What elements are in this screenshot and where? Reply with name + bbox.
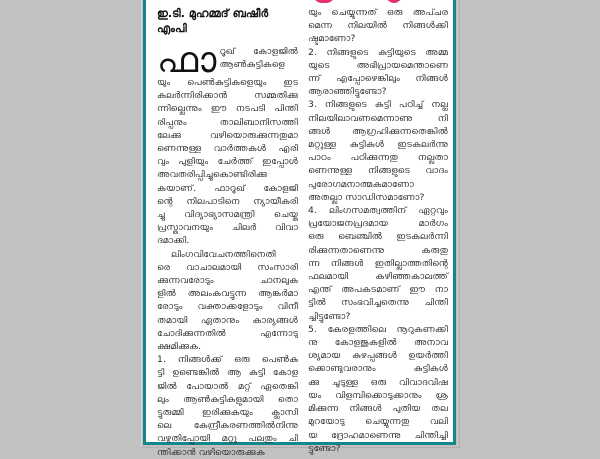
article-text-line: പ്രയോജനപ്രദമായ മാർഗം bbox=[308, 218, 448, 230]
left-lines bbox=[157, 40, 298, 459]
article-text-line: മെന്ന നിലയിൽ നിങ്ങൾക്കി bbox=[308, 20, 448, 32]
article-text-line: ളിൽ അലംകവട്ടുന്ന ആങ്കർമാ bbox=[157, 288, 298, 300]
article-text-line: ച്ചിട്ടുണ്ടോ? bbox=[308, 310, 351, 322]
article-text-line: ലേക്കു വഴിയൊരുക്കുന്നതുമാ bbox=[157, 129, 298, 141]
article-text-line: ദമാക്കി. bbox=[157, 235, 190, 247]
article-text-line: രോടും വക്താക്കളോടും വിനീ bbox=[157, 301, 298, 313]
article-text-line: ന്തിക്കാൻ വഴിയൊരുക്കുക bbox=[157, 446, 265, 458]
article-text-line: 5. കേരളത്തിലെ നൂറുകണക്കി bbox=[308, 323, 448, 335]
article-text-line: ക്കുന്നവരോടും ചാനലുക bbox=[157, 275, 298, 287]
article-lead bbox=[157, 40, 298, 459]
article-text-line: പാഠം പഠിക്കുന്നതു നല്ലതാ bbox=[308, 152, 448, 164]
article-text-line: പുരോഗമനാത്മകമാണോ bbox=[308, 178, 414, 190]
article-text-line: ലും ആൺകുട്ടികളുമായി തൊ bbox=[157, 393, 298, 405]
article-text-line: ലെ കേന്ദ്രീകരണത്തിൽനിന്നു bbox=[157, 420, 298, 432]
article-text-line: മുറയോടു ചെയ്യുന്നതു വലി bbox=[308, 416, 448, 428]
article-text-line: ട്ടി ഉണ്ടെങ്കിൽ ആ കുട്ടി കോള bbox=[157, 367, 298, 379]
article-text-line: ട്ടുരുമ്മി ഇരിക്കുകയും ക്ലാസി bbox=[157, 407, 298, 419]
article-text-line: വഴുതിപ്പോയി മറ്റു പലതും ചി bbox=[157, 433, 298, 445]
drop-cap: ഫാ bbox=[157, 40, 217, 81]
article-text-line: 1. നിങ്ങൾക്ക് ഒരു പെൺകു bbox=[157, 354, 298, 366]
article-text-line: യ ദ്രോഹമാണെന്നു ചിന്തിച്ചി bbox=[308, 429, 448, 441]
article-text-line: ലിംഗവിവേചനത്തിനെതി bbox=[171, 248, 276, 260]
article-text-line: കയാണ്. ഫാറൂഖ് കോളജി bbox=[157, 182, 298, 194]
article-text-line: ശ്യമായ കുഴപ്പങ്ങൾ ഉയർത്തി bbox=[308, 350, 448, 362]
article-text-line: കലർന്നിരിക്കാൻ സമ്മതിക്കു bbox=[157, 90, 298, 102]
article-text-line: ക്കൊണ്ടുവരാനും കുട്ടികൾ bbox=[308, 363, 448, 375]
article-text-line: 4. ലിംഗസമത്വത്തിന് ഏറ്റവും bbox=[308, 205, 448, 217]
article-text-line: ങ്ങൾ ആഗ്രഹിക്കുന്നതെങ്കിൽ bbox=[308, 125, 448, 137]
article-text-line: രെ വാചാലമായി സംസാരി bbox=[157, 261, 298, 273]
article-text-line: യും പെൺകുട്ടികളെയും ഇട bbox=[157, 77, 298, 88]
article-text-line: വും പുളിയും ചേർത്ത് ഇപ്പോൾ bbox=[157, 156, 298, 168]
article-text-line: ട്ടുണ്ടോ? bbox=[308, 442, 341, 454]
right-lines bbox=[308, 6, 448, 455]
article-text-line: ഷ്ടമാണോ? bbox=[308, 33, 356, 45]
article-text-line: ന്നില്ലെന്നും ഈ നടപടി പിന്തി bbox=[157, 103, 298, 115]
article-text-line: രിക്കുന്നതാണെന്നു കരുതു bbox=[308, 244, 448, 256]
article-text-line: നു കോളജുകളിൽ അനാവ bbox=[308, 337, 448, 349]
article-text-line: അവതരിപ്പിച്ചുകൊണ്ടിരിക്കു bbox=[157, 169, 268, 181]
article-text-line: ചോദിക്കുന്നതിൽ എന്നോടു bbox=[157, 327, 298, 339]
article-text-line: പ്രസ്താവനയും ചിലർ വിവാ bbox=[157, 222, 298, 234]
article-text-line: ച്ചു വിദ്യാഭ്യാസമന്ത്രി ചെയ്ത bbox=[157, 209, 298, 221]
article-text-line: മറ്റുള്ള കുട്ടികൾ ഇടകലർന്നു bbox=[308, 139, 448, 151]
article-text-line: ണെന്നുള്ള വാർത്തകൾ എരി bbox=[157, 143, 298, 155]
article-text-line: യുടെ അഭിപ്രായമെന്താണെ bbox=[308, 59, 448, 71]
article-text-line: ഫലമായി കഴിഞ്ഞകാലത്ത് bbox=[308, 271, 448, 283]
article-text-line: 3. നിങ്ങളുടെ കുട്ടി പഠിച്ച് നല്ല bbox=[308, 99, 448, 111]
article-text-line: ഒരു ബെഞ്ചിൽ ഇടകലർന്നി bbox=[308, 231, 448, 243]
headline-decoration bbox=[313, 0, 335, 3]
article-text-line: നിലയിലാവണമെന്നാണു നി bbox=[308, 112, 448, 124]
article-text-line: യം വിളമ്പിക്കൊടുക്കാനും ശ്ര bbox=[308, 389, 448, 401]
article-text-line: ആൺകുട്ടികളെ bbox=[219, 59, 285, 71]
byline: ഇ.ടി. മുഹമ്മദ് ബഷീർ എംപി bbox=[157, 7, 269, 35]
article-text-line: ക്കു ചൂടുള്ള ഒരു വിവാദവിഷ bbox=[308, 376, 448, 388]
headline-decoration bbox=[386, 0, 402, 3]
article-text-line: യും ചെയ്യുന്നത് ഒരു അപ്ചര bbox=[308, 7, 448, 18]
article-text-line: ട്ടിൽ സംഭവിച്ചതെന്നു ചിന്തി bbox=[308, 297, 448, 309]
article-text-line: ക്ഷമിക്കുക. bbox=[157, 341, 202, 353]
article-text-line: ണെന്നുള്ള നിങ്ങളുടെ വാദം bbox=[308, 165, 448, 177]
article-text-line: ആരാഞ്ഞിട്ടുണ്ടോ? bbox=[308, 86, 387, 98]
article-text-line: ന്ന നിങ്ങൾ ഇതില്ലാത്തതിന്റെ bbox=[308, 257, 448, 269]
article-column-left bbox=[157, 6, 298, 459]
article-text-line: തമായി ഏതാനും കാര്യങ്ങൾ bbox=[157, 314, 298, 326]
article-text-line: ജിൽ പോയാൽ മറ്റ് ഏതെങ്കി bbox=[157, 380, 298, 392]
newspaper-clipping bbox=[143, 0, 456, 458]
article-text-line: ന്റെ നിലപാടിനെ ന്യായീകരി bbox=[157, 195, 298, 207]
article-text-line: എന്ത് അപകടമാണ് ഈ നാ bbox=[308, 284, 448, 296]
article-text-line: ന്ന് എപ്പോഴെങ്കിലും നിങ്ങൾ bbox=[308, 73, 448, 85]
article-text-line: രിപ്പനും താലിബാനിസത്തി bbox=[157, 116, 298, 128]
article-text-line: 2. നിങ്ങളുടെ കുട്ടിയുടെ അമ്മ bbox=[308, 46, 448, 58]
article-text-line: റൂഖ് കോളജിൽ bbox=[219, 46, 298, 57]
article-text-line: അതല്ലാ സാഡിസമാണോ? bbox=[308, 191, 425, 203]
article-column-right bbox=[308, 6, 448, 455]
article-text-line: മിക്കുന്ന നിങ്ങൾ പുതിയ തല bbox=[308, 403, 448, 415]
